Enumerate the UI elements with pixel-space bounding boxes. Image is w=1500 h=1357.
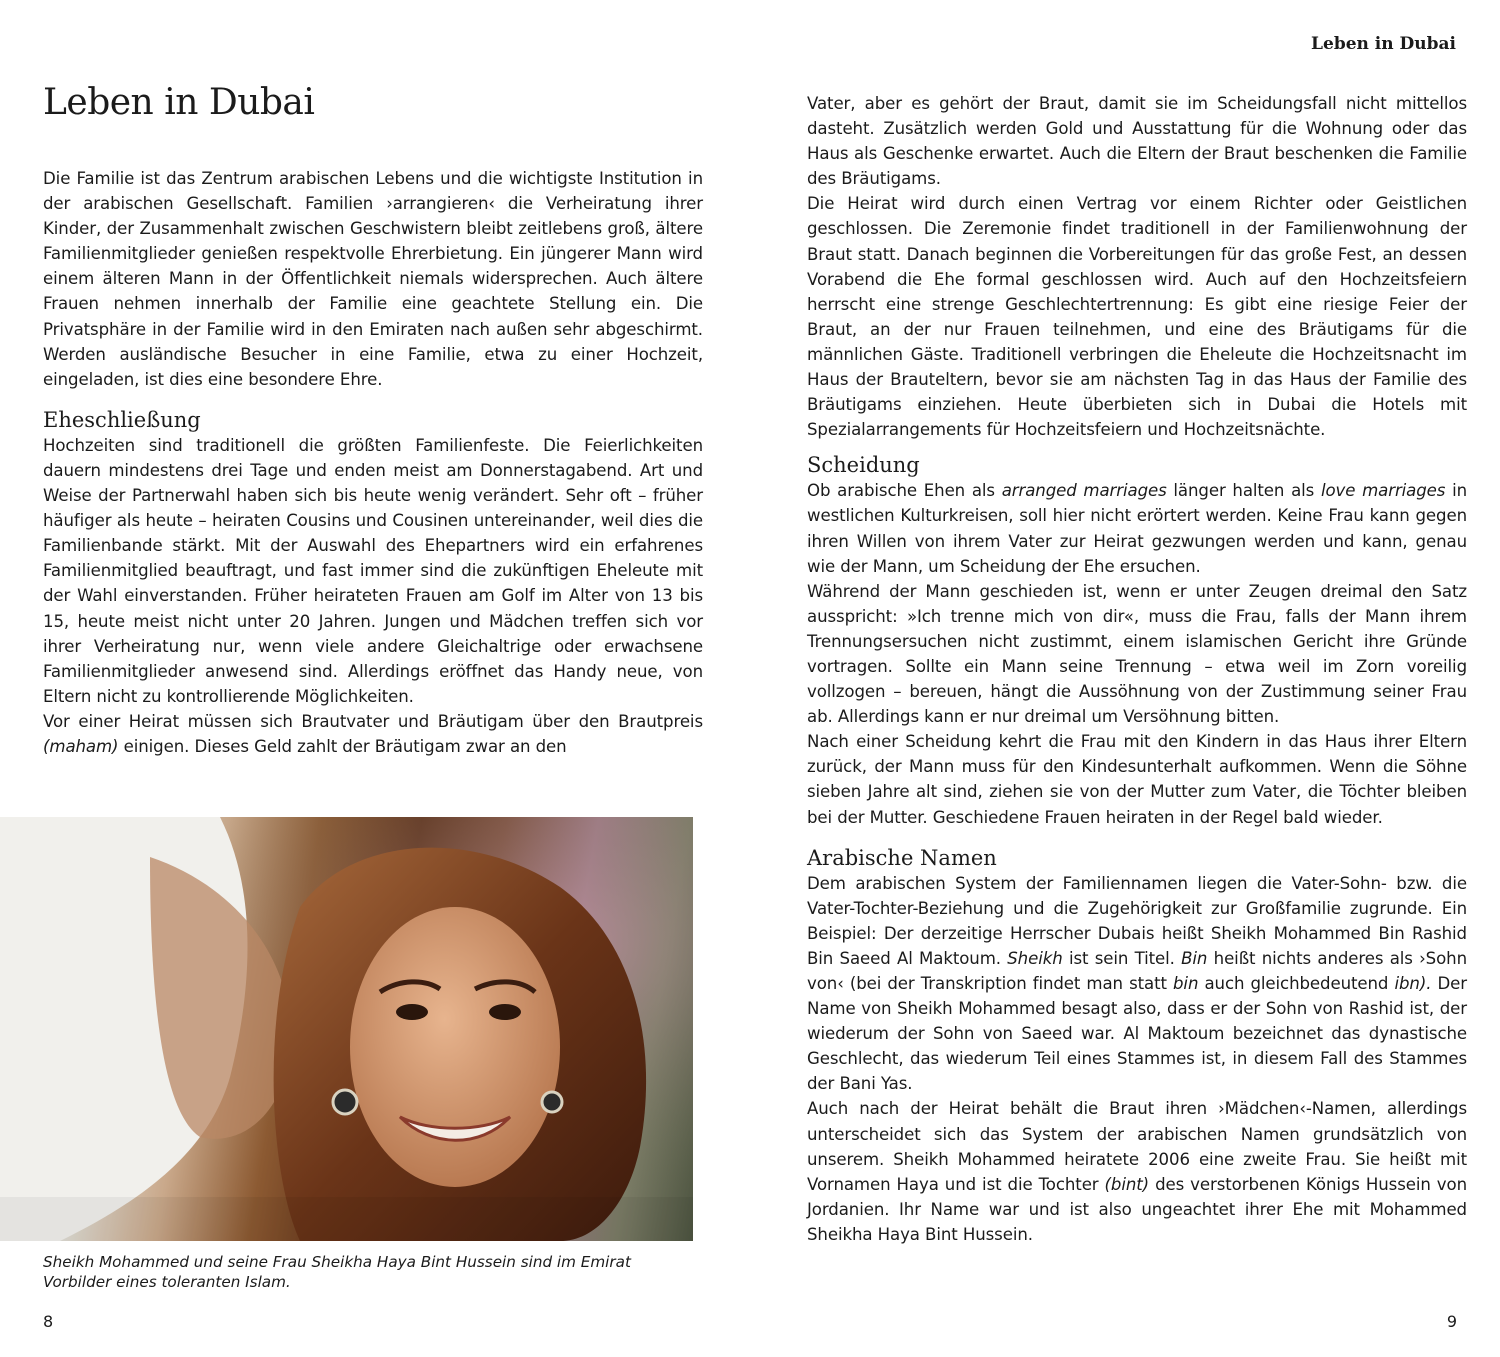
term-bint: (bint) xyxy=(1104,1174,1150,1194)
term-sheikh: Sheikh xyxy=(1007,948,1063,968)
eheschliessung-paragraph-1: Hochzeiten sind traditionell die größten Familienfeste. Die Feierlichkeiten dauern mindestens drei Tage und enden meist am Donnerstagabend. Art und Weise der Partnerwahl haben sich bis heute wenig verändert. Sehr oft – früher häufiger als heute – heiraten Cousins und Cousinen untereinander, weil dies die Familienbande stärkt. Mit der Auswahl des Ehepartners wird ein erfahrenes Familienmitglied beauftragt, und fast immer sind die zukünftigen Eheleute mit der Wahl einverstanden. Früher heirateten Frauen am Golf im Alter von 13 bis 15, heute meist nicht unter 20 Jahren. Jungen und Mädchen treffen sich vor ihrer Verheiratung nur, wenn viele andere Gleichaltrige oder erwachsene Familienmitglieder anwesend sind. Allerdings eröffnet das Handy neue, von Eltern nicht zu kontrollierende Möglichkeiten. xyxy=(43,435,703,706)
namen-paragraph-2 xyxy=(807,1096,1467,1247)
term-arranged-marriages: arranged marriages xyxy=(1001,481,1167,501)
scheidung-paragraph-2: Während der Mann geschieden ist, wenn er unter Zeugen dreimal den Satz ausspricht: »Ich trenne mich von dir«, muss die Frau, falls der Mann ihrem Trennungsersuchen nicht zustimmt, einem islamischen Gericht ihre Gründe vortragen. Sollte ein Mann seine Trennung – etwa weil im Zorn voreilig vollzogen – bereuen, hängt die Aussöhnung von der Zustimmung seiner Frau ab. Allerdings kann er nur dreimal um Versöhnung bitten. xyxy=(807,581,1467,727)
right-column xyxy=(807,91,1467,1247)
heading-scheidung: Scheidung xyxy=(807,453,920,478)
continued-paragraph-1: Vater, aber es gehört der Braut, damit sie im Scheidungsfall nicht mittellos dasteht. Zusätzlich werden Gold und Ausstattung für die Wohnung oder das Haus als Geschenke erwartet. Auch die Eltern der Braut beschenken die Familie des Bräutigams. xyxy=(807,94,1467,189)
page-number-left: 8 xyxy=(43,1312,54,1331)
photo-illustration xyxy=(0,817,693,1241)
heading-eheschliessung: Eheschließung xyxy=(43,407,201,432)
earring-icon xyxy=(333,1090,357,1114)
portrait-photo xyxy=(0,817,693,1241)
intro-paragraph: Die Familie ist das Zentrum arabischen Lebens und die wichtigste Institution in der arabischen Gesellschaft. Familien ›arrangieren‹ die Verheiratung ihrer Kinder, der Zusammenhalt zwischen Geschwistern bleibt zeitlebens groß, ältere Familienmitglieder genießen respektvolle Ehrerbietung. Ein jüngerer Mann wird einem älteren Mann in der Öffentlichkeit niemals widersprechen. Auch ältere Frauen nehmen innerhalb der Familie eine geachtete Stellung ein. Die Privatsphäre in der Familie wird in den Emiraten nach außen sehr abgeschirmt. Werden ausländische Besucher in eine Familie, etwa zu einer Hochzeit, eingeladen, ist dies eine besondere Ehre. xyxy=(43,169,703,389)
term-bin-lower: bin xyxy=(1173,974,1199,993)
heading-arabische-namen: Arabische Namen xyxy=(807,845,997,870)
text-run: Auch nach der Heirat behält die Braut ihren ›Mädchen‹-Namen, allerdings unterscheidet sich das System der arabischen Namen grundsätzlich von unserem. Sheikh Mohammed heiratete 2006 eine zweite Frau. Sie heißt mit Vornamen Haya und ist die Tochter xyxy=(807,1099,1467,1194)
scheidung-paragraph-1 xyxy=(807,478,1467,578)
text-run: auch gleichbedeutend xyxy=(1198,974,1395,993)
namen-paragraph-1 xyxy=(807,871,1467,1097)
text-run: Dem arabischen System der Familiennamen liegen die Vater-Sohn- bzw. die Vater-Tochter-Beziehung und die Zugehörigkeit zur Großfamilie zugrunde. Ein Beispiel: Der derzeitige Herrscher Dubais heißt Sheikh Mohammed Bin Rashid Bin Saeed Al Maktoum. xyxy=(807,873,1467,968)
text-run: ist sein Titel. xyxy=(1062,948,1182,968)
eheschliessung-paragraph-2 xyxy=(43,709,703,759)
continued-paragraph-2: Die Heirat wird durch einen Vertrag vor einem Richter oder Geistlichen geschlossen. Die Zeremonie findet traditionell in der Familienwohnung der Braut statt. Danach beginnen die Vorbereitungen für das große Fest, an dessen Vorabend die Ehe formal geschlossen wird. Auch auf den Hochzeitsfeiern herrscht eine strenge Geschlechtertrennung: Es gibt eine riesige Feier der Braut, an der nur Frauen teilnehmen, und eine des Bräutigams für die männlichen Gäste. Traditionell verbringen die Eheleute die Hochzeitsnacht im Haus der Brauteltern, bevor sie am nächsten Tag in das Haus der Familie des Bräutigams einziehen. Heute überbieten sich in Dubai die Hotels mit Spezialarrangements für Hochzeitsfeiern und Hochzeitsnächte. xyxy=(807,194,1467,440)
term-bin: Bin xyxy=(1181,948,1208,968)
text-run: heißt nichts anderes als ›Sohn von‹ (bei der Transkription findet man statt xyxy=(807,948,1467,993)
text-run: Ob arabische Ehen als xyxy=(807,481,1002,501)
left-column xyxy=(43,166,703,759)
text-run: Vor einer Heirat müssen sich Brautvater und Bräutigam über den Brautpreis xyxy=(43,711,703,731)
text-run: des verstorbenen Königs Hussein von Jordanien. Ihr Name war und ist also ungeachtet ihrer Ehe mit Mohammed Sheikha Haya Bint Hussein. xyxy=(807,1174,1467,1244)
scheidung-paragraph-3: Nach einer Scheidung kehrt die Frau mit den Kindern in das Haus ihrer Eltern zurück, der Mann muss für den Kindesunterhalt aufkommen. Wenn die Söhne sieben Jahre alt sind, ziehen sie von der Mutter zum Vater, die Töchter bleiben bei der Mutter. Geschiedene Frauen heiraten in der Regel bald wieder. xyxy=(807,732,1467,827)
text-run: in westlichen Kulturkreisen, soll hier nicht erörtert werden. Keine Frau kann gegen ihren Willen von ihrem Vater zur Heirat gezwungen werden und kann, genau wie der Mann, um Scheidung der Ehe ersuchen. xyxy=(807,481,1467,576)
text-run: länger halten als xyxy=(1166,481,1321,501)
page-number-right: 9 xyxy=(1446,1312,1457,1331)
running-head: Leben in Dubai xyxy=(1311,34,1456,54)
text-run: Der Name von Sheikh Mohammed besagt also, dass er der Sohn von Rashid ist, der wiederum der Sohn von Saeed war. Al Maktoum bezeichnet das dynastische Geschlecht, das wiederum Teil eines Stammes ist, in diesem Fall des Stammes der Bani Yas. xyxy=(807,974,1467,1094)
photo-caption: Sheikh Mohammed und seine Frau Sheikha Haya Bint Hussein sind im Emirat Vorbilder eines toleranten Islam. xyxy=(43,1253,631,1291)
term-ibn: ibn). xyxy=(1394,974,1432,993)
term-maham: (maham) xyxy=(43,736,119,756)
term-love-marriages: love marriages xyxy=(1320,481,1446,501)
text-run: einigen. Dieses Geld zahlt der Bräutigam zwar an den xyxy=(118,736,567,756)
page-title: Leben in Dubai xyxy=(43,82,315,123)
woman-face xyxy=(350,907,560,1187)
